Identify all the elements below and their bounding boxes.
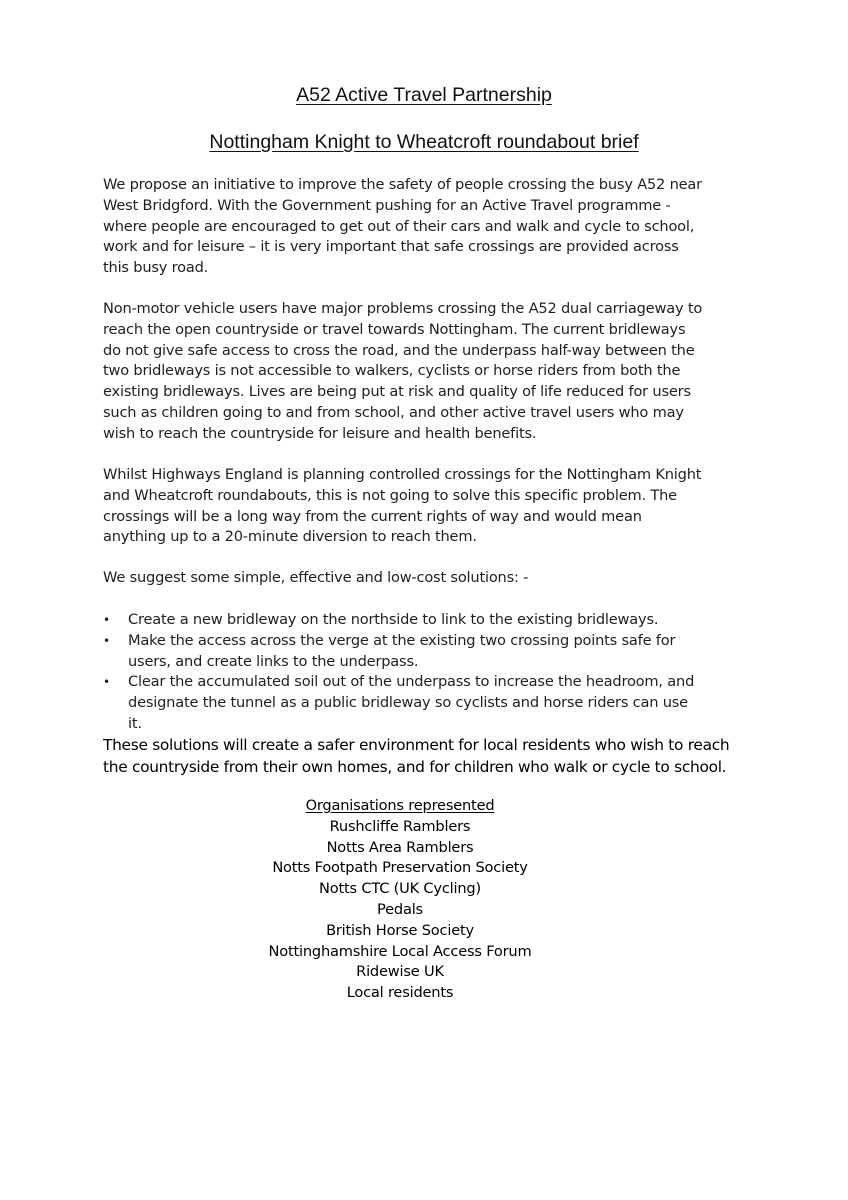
paragraph-problem: Non-motor vehicle users have major problems crossing the A52 dual carriageway to reach the open countryside or travel towards Nottingham. The current bridleways do not give safe access to cross the road, and the underpass half-way between the two bridleways is not accessible to walkers, cyclists or horse riders from both the existing bridleways. Lives are being put at risk and quality of life reduced for users such as children going to and from school, and other active travel users who may wish to reach the countryside for leisure and health benefits. bbox=[103, 300, 703, 442]
organisations-heading: Organisations represented bbox=[305, 797, 495, 814]
bullet-icon: • bbox=[103, 633, 110, 648]
list-item: Notts Area Ramblers bbox=[326, 838, 474, 856]
list-item: Pedals bbox=[377, 900, 423, 918]
bullet-icon: • bbox=[103, 675, 110, 690]
list-item bbox=[103, 672, 703, 734]
document-subtitle: Nottingham Knight to Wheatcroft roundabout brief bbox=[209, 131, 639, 153]
paragraph-highways-england: Whilst Highways England is planning controlled crossings for the Nottingham Knight and Wheatcroft roundabouts, this is not going to solve this specific problem. The crossings will be a long way from the current rights of way and would mean anything up to a 20-minute diversion to reach them. bbox=[103, 466, 702, 546]
closing-statement: These solutions will create a safer environment for local residents who wish to reach the countryside from their own homes, and for children who walk or cycle to school. bbox=[103, 736, 730, 776]
list-item-text: Create a new bridleway on the northside to link to the existing bridleways. bbox=[128, 611, 659, 628]
list-item: Rushcliffe Ramblers bbox=[329, 817, 471, 835]
paragraph-intro: We propose an initiative to improve the safety of people crossing the busy A52 near West Bridgford. With the Government pushing for an Active Travel programme - where people are encouraged to get out of their cars and walk and cycle to school, work and for leisure – it is very important that safe crossings are provided across this busy road. bbox=[103, 176, 702, 277]
list-item: Notts CTC (UK Cycling) bbox=[319, 880, 481, 898]
list-item bbox=[103, 610, 703, 631]
list-item: Ridewise UK bbox=[356, 963, 444, 981]
list-item bbox=[103, 631, 703, 673]
list-item: Local residents bbox=[346, 984, 454, 1002]
list-item: Nottinghamshire Local Access Forum bbox=[268, 942, 532, 960]
list-item: Notts Footpath Preservation Society bbox=[272, 859, 528, 877]
organisations-section bbox=[200, 796, 600, 1004]
list-item-text: Clear the accumulated soil out of the underpass to increase the headroom, and designate the tunnel as a public bridleway so cyclists and horse riders can use it. bbox=[128, 673, 695, 732]
organisations-list bbox=[200, 817, 600, 1004]
paragraph-solutions-intro: We suggest some simple, effective and low-cost solutions: - bbox=[103, 569, 529, 586]
bullet-icon: • bbox=[103, 613, 110, 627]
list-item: British Horse Society bbox=[326, 921, 474, 939]
document-title: A52 Active Travel Partnership bbox=[296, 84, 552, 106]
solutions-list bbox=[103, 610, 703, 735]
list-item-text: Make the access across the verge at the existing two crossing points safe for users, and create links to the underpass. bbox=[128, 631, 676, 670]
